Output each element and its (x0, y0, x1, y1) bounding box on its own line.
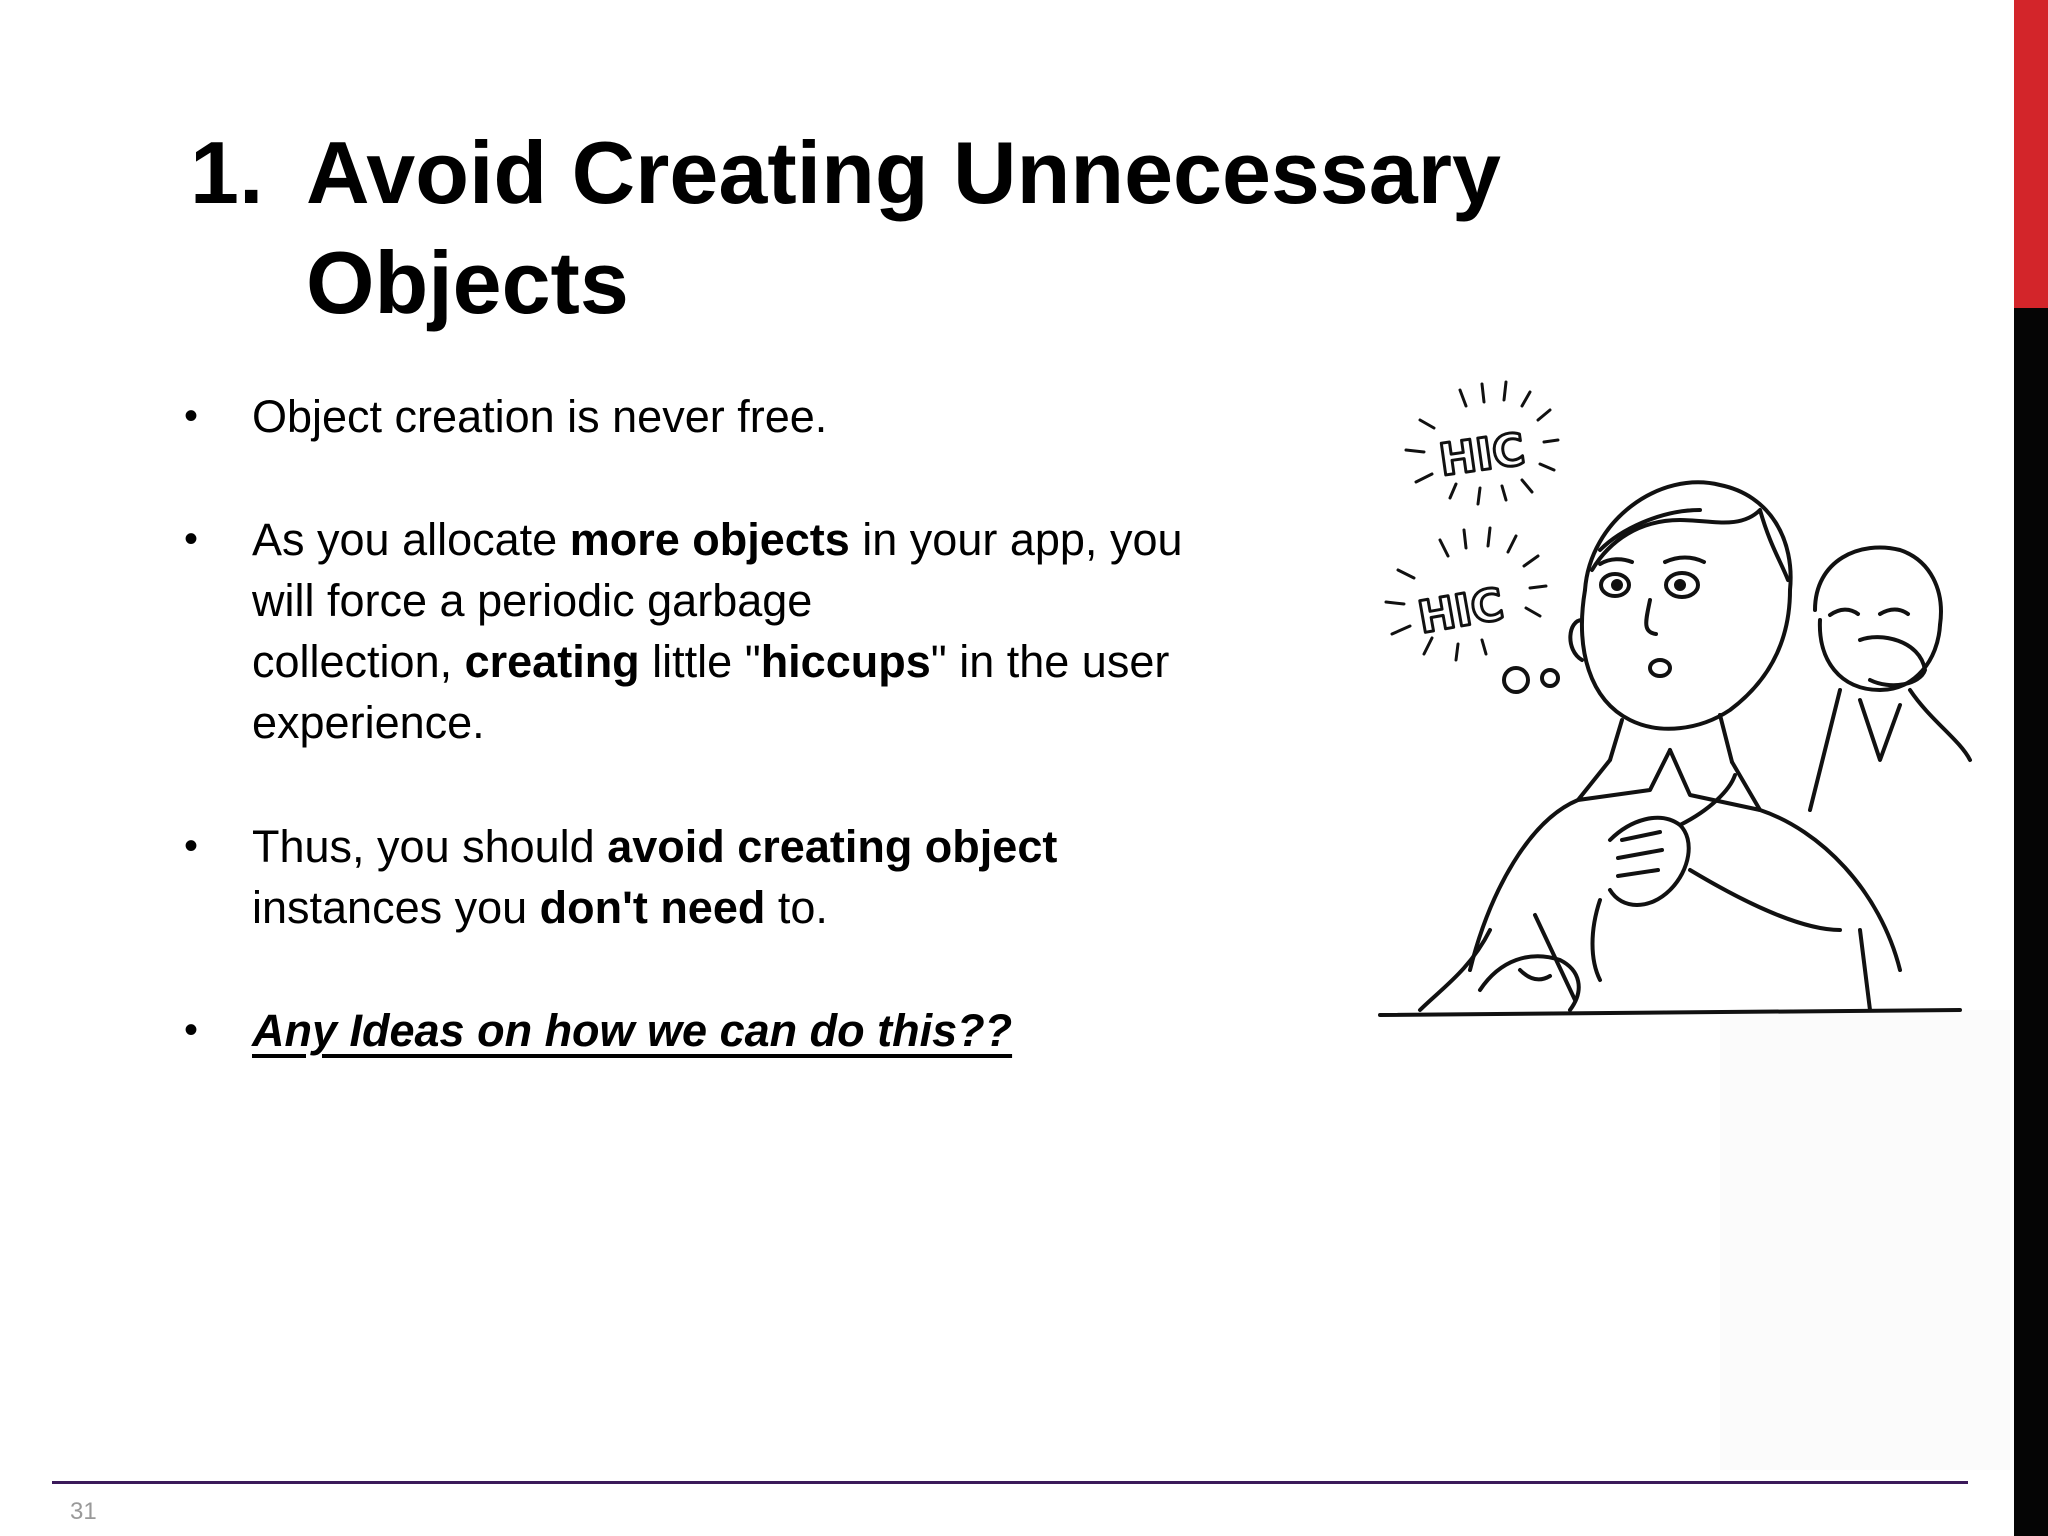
text-run: instances you (252, 882, 540, 933)
title-text (306, 118, 1606, 338)
accent-bar-red (2014, 0, 2048, 308)
bullet-glyph: • (184, 394, 199, 438)
bullet-line (252, 877, 1402, 938)
bullet-glyph: • (184, 824, 199, 868)
illustration-backdrop (1720, 1010, 2010, 1470)
bullet-item-1 (180, 386, 827, 447)
text-run: collection, (252, 636, 465, 687)
text-run: As you allocate (252, 514, 570, 565)
title-line-1: Avoid Creating Unnecessary (306, 123, 1501, 222)
bullet-line (252, 816, 1402, 877)
bold-run: avoid creating object (607, 821, 1058, 872)
page-number: 31 (70, 1498, 97, 1525)
bold-run: don't need (539, 882, 766, 933)
bullet-line (252, 631, 1402, 692)
bullet-glyph: • (184, 1008, 199, 1052)
accent-bar-black (2014, 308, 2048, 1536)
footer-divider (52, 1481, 1968, 1484)
bold-run: creating (464, 636, 640, 687)
title-line-2: Objects (306, 233, 629, 332)
text-run: little " (639, 636, 761, 687)
text-run: to. (765, 882, 828, 933)
bullet-line: experience. (252, 697, 485, 748)
text-run: Thus, you should (252, 821, 608, 872)
laughing-figure (1810, 548, 1970, 811)
bullet-item-4 (180, 1000, 1402, 1061)
bullet-item-3 (180, 816, 1402, 938)
bullet-item-2 (180, 509, 1402, 753)
bullet-line: will force a periodic garbage (252, 575, 813, 626)
hic-text-1: HIC (1436, 423, 1528, 487)
bullet-text: Object creation is never free. (252, 391, 828, 442)
text-run: " in the user (930, 636, 1170, 687)
text-run: in your app, you (849, 514, 1183, 565)
bullet-line (252, 509, 1402, 570)
bold-run: more objects (569, 514, 850, 565)
hiccup-illustration (1360, 370, 1980, 1030)
bold-run: hiccups (760, 636, 931, 687)
bullet-glyph: • (184, 517, 199, 561)
hic-text-2: HIC (1414, 578, 1508, 644)
question-text: Any Ideas on how we can do this?? (252, 1005, 1013, 1056)
boy-figure (1380, 482, 1960, 1015)
title-number: 1. (190, 123, 264, 222)
